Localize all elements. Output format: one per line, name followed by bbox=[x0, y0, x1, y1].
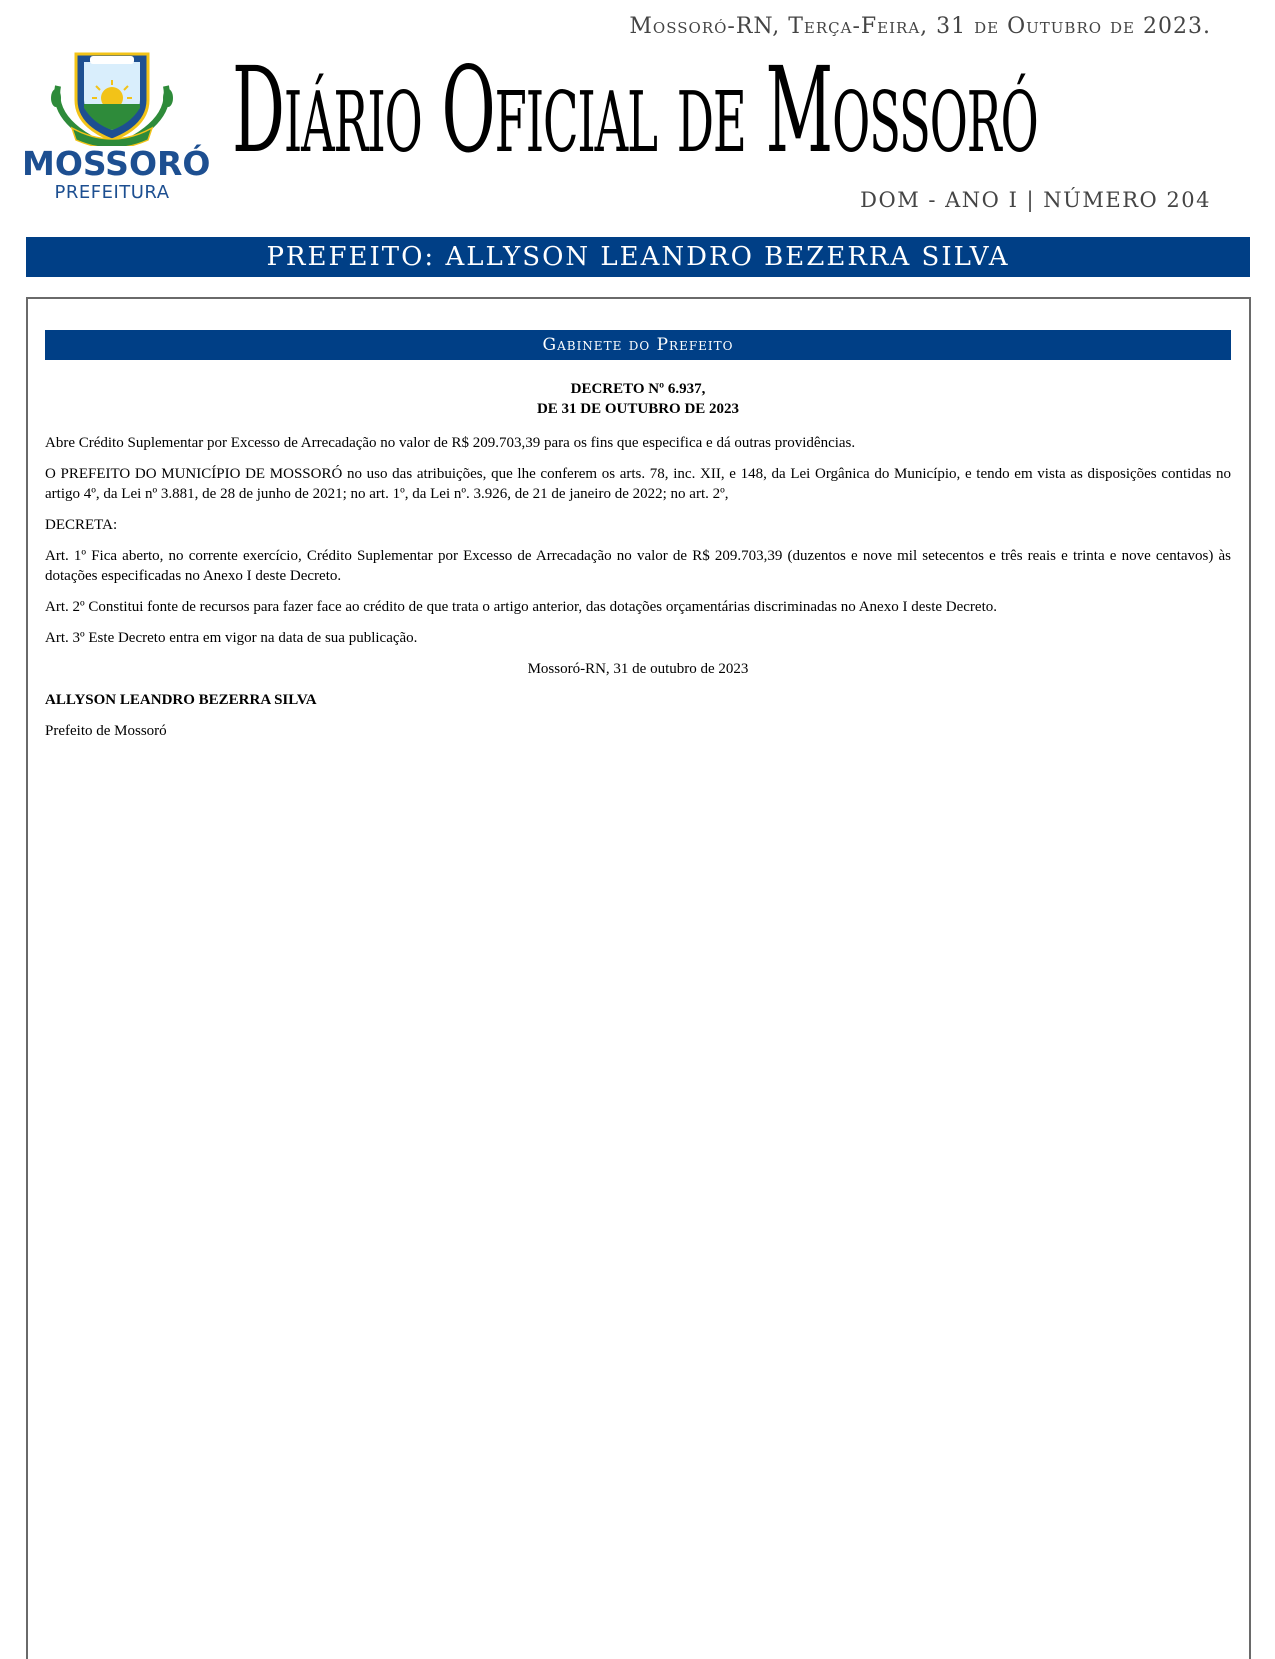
mossoro-coat-of-arms-icon bbox=[50, 46, 174, 146]
decree-article-3: Art. 3º Este Decreto entra em vigor na data de sua publicação. bbox=[45, 630, 418, 646]
signature-block bbox=[45, 690, 1231, 741]
decree-title-line1: DECRETO Nº 6.937, bbox=[570, 381, 706, 397]
issue-dateline: Mossoró-RN, Terça-Feira, 31 de Outubro de 2023. bbox=[629, 14, 1211, 39]
decree-summary: Abre Crédito Suplementar por Excesso de Arrecadação no valor de R$ 209.703,39 para os fins que especifica e dá outras providências. bbox=[45, 435, 856, 451]
decree-title bbox=[45, 379, 1231, 419]
edition-number: DOM - ANO I | NÚMERO 204 bbox=[860, 188, 1211, 212]
decree-document bbox=[45, 379, 1231, 752]
signatory-name: ALLYSON LEANDRO BEZERRA SILVA bbox=[45, 692, 317, 708]
masthead-title: Diário Oficial de Mossoró bbox=[232, 41, 1038, 179]
decree-preamble: O PREFEITO DO MUNICÍPIO DE MOSSORÓ no uso das atribuições, que lhe conferem os arts. 78, inc. XII, e 148, da Lei Orgânica do Município, e tendo em vista as disposições contidas no artigo 4º, da Lei nº 3.881, de 28 de junho de 2021; no art. 1º, da Lei nº. 3.926, de 21 de janeiro de 2022; no art. 2º, bbox=[45, 466, 1231, 502]
decree-title-line2: DE 31 DE OUTUBRO DE 2023 bbox=[536, 401, 740, 417]
decree-place-date: Mossoró-RN, 31 de outubro de 2023 bbox=[527, 661, 749, 677]
decree-article-1: Art. 1º Fica aberto, no corrente exercício, Crédito Suplementar por Excesso de Arrecadação no valor de R$ 209.703,39 (duzentos e nove mil setecentos e três reais e trinta e nove centavos) às dotações especificadas no Anexo I deste Decreto. bbox=[45, 548, 1231, 584]
logo-subtitle: PREFEITURA bbox=[54, 182, 170, 203]
decree-article-2: Art. 2º Constitui fonte de recursos para fazer face ao crédito de que trata o artigo anterior, das dotações orçamentárias discriminadas no Anexo I deste Decreto. bbox=[45, 599, 998, 615]
signatory-role: Prefeito de Mossoró bbox=[45, 723, 167, 739]
logo-title: MOSSORÓ bbox=[22, 144, 211, 183]
decree-decreta: DECRETA: bbox=[45, 517, 118, 533]
section-header: Gabinete do Prefeito bbox=[45, 330, 1231, 360]
content-frame bbox=[26, 297, 1251, 1659]
prefeitura-logo bbox=[22, 46, 211, 206]
mayor-banner: PREFEITO: ALLYSON LEANDRO BEZERRA SILVA bbox=[26, 237, 1250, 277]
